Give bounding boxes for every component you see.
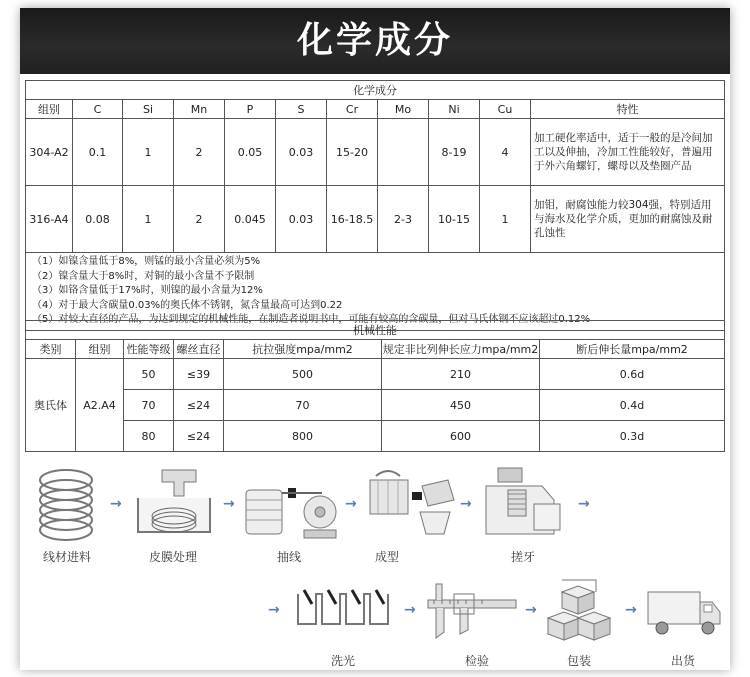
table-cell: 0.4d <box>540 390 725 421</box>
table-cell: 0.08 <box>73 186 123 253</box>
column-header: S <box>276 100 327 119</box>
note-line: （1）如镍含量低于8%，则锰的最小含量必须为5% <box>32 256 261 267</box>
column-header: Ni <box>429 100 480 119</box>
table-cell: 50 <box>124 359 174 390</box>
table-cell: 0.1 <box>73 119 123 186</box>
step-label: 检验 <box>464 654 489 668</box>
table-cell: 70 <box>224 390 382 421</box>
step-label: 成型 <box>374 550 399 564</box>
step-shipping <box>644 584 724 640</box>
arrow-icon: → <box>223 496 235 512</box>
table-cell: 1 <box>123 186 174 253</box>
table-cell: 16-18.5 <box>327 186 378 253</box>
arrow-icon: → <box>110 496 122 512</box>
page-title: 化学成分 <box>20 8 730 74</box>
caliper-icon <box>424 578 520 648</box>
column-header: Si <box>123 100 174 119</box>
table-row <box>26 390 725 421</box>
forming-machine-icon <box>362 466 458 542</box>
step-label: 线材进料 <box>42 550 91 564</box>
table-cell: 80 <box>124 421 174 452</box>
column-header: 抗拉强度mpa/mm2 <box>224 340 382 359</box>
coating-tank-icon <box>132 464 216 544</box>
washing-icon <box>292 582 392 642</box>
table-cell: 0.6d <box>540 359 725 390</box>
table-row <box>26 119 725 186</box>
step-thread-rolling <box>478 464 568 544</box>
category-cell: 奥氏体 <box>26 359 76 452</box>
column-header: 类别 <box>26 340 76 359</box>
table-cell: 210 <box>382 359 540 390</box>
table-cell: 70 <box>124 390 174 421</box>
step-label: 出货 <box>670 654 695 668</box>
table-cell: 800 <box>224 421 382 452</box>
arrow-icon: → <box>268 602 280 618</box>
table-cell: 304-A2 <box>26 119 73 186</box>
table-cell: 4 <box>480 119 531 186</box>
process-flow <box>20 460 730 670</box>
table-cell: 500 <box>224 359 382 390</box>
step-packing <box>542 576 616 648</box>
step-label: 皮膜处理 <box>148 550 197 564</box>
notes-cell <box>26 253 725 331</box>
mechanical-properties-table <box>25 320 725 452</box>
column-header: Mo <box>378 100 429 119</box>
column-header: 规定非比列伸长应力mpa/mm2 <box>382 340 540 359</box>
table-cell: 0.03 <box>276 186 327 253</box>
note-line: （2）镍含量大于8%时，对铜的最小含量不予限制 <box>32 270 255 282</box>
arrow-icon: → <box>345 496 357 512</box>
table-cell: 2 <box>174 119 225 186</box>
note-line: （5）对较大直径的产品，为达到规定的机械性能，在制造者说明书中，可能有较高的含碳量，但对马氏体钢不应该超过0.12% <box>32 314 591 326</box>
step-forming <box>362 466 458 542</box>
table-cell: 8-19 <box>429 119 480 186</box>
step-label: 洗光 <box>330 654 355 668</box>
step-label: 搓牙 <box>510 550 535 564</box>
column-header: 组别 <box>26 100 73 119</box>
arrow-icon: → <box>625 602 637 618</box>
table-row <box>26 421 725 452</box>
chemical-composition-table <box>25 80 725 331</box>
table-header-row <box>26 100 725 119</box>
table-cell: 0.045 <box>225 186 276 253</box>
column-header: P <box>225 100 276 119</box>
column-header: 性能等级 <box>124 340 174 359</box>
arrow-icon: → <box>525 602 537 618</box>
table-cell: 1 <box>123 119 174 186</box>
table-header-row <box>26 340 725 359</box>
table-cell: 450 <box>382 390 540 421</box>
step-coating <box>132 464 216 544</box>
arrow-icon: → <box>404 602 416 618</box>
column-header: C <box>73 100 123 119</box>
table-cell: 0.03 <box>276 119 327 186</box>
characteristics-cell: 加钼，耐腐蚀能力较304强，特别适用与海水及化学介质，更加的耐腐蚀及耐孔蚀性 <box>531 186 725 253</box>
step-drawing <box>242 468 340 542</box>
column-header: 螺丝直径 <box>174 340 224 359</box>
column-header: 组别 <box>76 340 124 359</box>
table-cell: 316-A4 <box>26 186 73 253</box>
page-frame <box>20 8 730 670</box>
step-washing <box>292 582 392 642</box>
characteristics-cell: 加工硬化率适中，适于一般的是冷间加工以及伸抽，冷加工性能较好，普遍用于外六角螺钉，螺母以及垫圈产品 <box>531 119 725 186</box>
table-cell: 600 <box>382 421 540 452</box>
arrow-icon: → <box>578 496 590 512</box>
table-cell: ≤39 <box>174 359 224 390</box>
column-header: Mn <box>174 100 225 119</box>
step-wire-feed <box>28 464 106 544</box>
table-cell: ≤24 <box>174 390 224 421</box>
table-cell: 10-15 <box>429 186 480 253</box>
note-line: （4）对于最大含碳量0.03%的奥氏体不锈钢，氮含量最高可达到0.22 <box>32 299 343 311</box>
step-label: 抽线 <box>276 550 301 564</box>
note-line: （3）如铬含量低于17%时，则镍的最小含量为12% <box>32 285 263 297</box>
table-cell: ≤24 <box>174 421 224 452</box>
table-cell: 2-3 <box>378 186 429 253</box>
step-label: 包装 <box>566 654 591 668</box>
column-header: Cr <box>327 100 378 119</box>
thread-rolling-icon <box>478 464 568 544</box>
table-cell: 0.05 <box>225 119 276 186</box>
table-caption: 化学成分 <box>26 81 725 100</box>
group-cell: A2.A4 <box>76 359 124 452</box>
delivery-truck-icon <box>644 584 724 640</box>
table-cell: 2 <box>174 186 225 253</box>
table-cell <box>378 119 429 186</box>
table-row <box>26 359 725 390</box>
table-cell: 0.3d <box>540 421 725 452</box>
column-header: Cu <box>480 100 531 119</box>
table-cell: 1 <box>480 186 531 253</box>
arrow-icon: → <box>460 496 472 512</box>
column-header: 断后伸长量mpa/mm2 <box>540 340 725 359</box>
step-inspection <box>424 578 520 648</box>
table-row <box>26 186 725 253</box>
table-cell: 15-20 <box>327 119 378 186</box>
wire-drawing-icon <box>242 468 340 542</box>
wire-coil-icon <box>28 464 106 544</box>
table-caption: 机械性能 <box>26 321 725 340</box>
package-boxes-icon <box>542 576 616 648</box>
column-header: 特性 <box>531 100 725 119</box>
